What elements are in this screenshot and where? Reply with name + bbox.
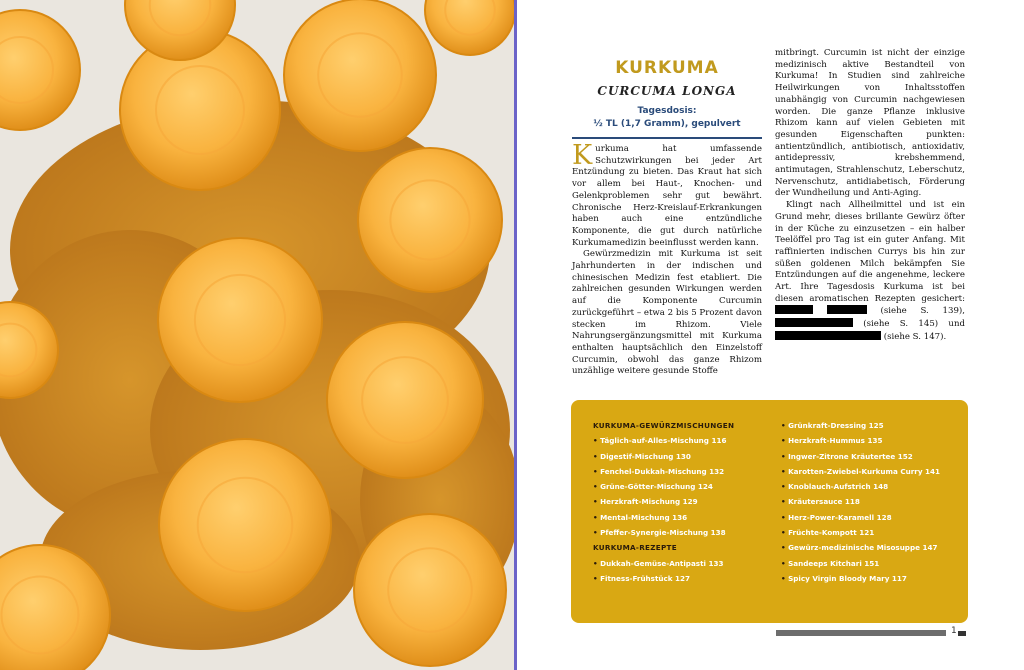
redaction-bar bbox=[775, 331, 881, 340]
recipes-list bbox=[593, 556, 734, 587]
turmeric-slice bbox=[358, 148, 502, 292]
text-column-left bbox=[572, 140, 763, 378]
list-item: • Herzkraft-Mischung 129 bbox=[593, 494, 734, 509]
header-rule bbox=[572, 137, 762, 139]
list-item: • Täglich-auf-Alles-Mischung 116 bbox=[593, 433, 734, 448]
list-item: • Pfeffer-Synergie-Mischung 138 bbox=[593, 525, 734, 540]
list-item: • Mental-Mischung 136 bbox=[593, 510, 734, 525]
page-reference: (siehe S. 147). bbox=[883, 331, 947, 342]
list-item: • Digestif-Mischung 130 bbox=[593, 449, 734, 464]
list-item: • Karotten-Zwiebel-Kurkuma Curry 141 bbox=[781, 464, 940, 479]
paragraph-intro-text: urkuma hat umfassende Schutzwirkungen bei jeder Art Entzündung zu bieten. Das Kraut hat sich vor allem bei Haut-, Knochen- und Gelenkproblemen sehr gut bewährt. Chronische Herz-Kreislauf-Erkrankungen haben auch eine entzündliche Komponente, die gut durch natürliche Kurkumamedizin beeinflusst werden kann. bbox=[572, 144, 762, 248]
daily-dose-value: ½ TL (1,7 Gramm), gepulvert bbox=[593, 119, 741, 129]
list-item: • Gewürz-medizinische Misosuppe 147 bbox=[781, 540, 940, 555]
text-column-right bbox=[775, 48, 965, 344]
list-item: • Grünkraft-Dressing 125 bbox=[781, 418, 940, 433]
page-title: KURKUMA bbox=[615, 58, 719, 78]
turmeric-slice bbox=[284, 0, 436, 151]
list-item: • Ingwer-Zitrone Kräutertee 152 bbox=[781, 449, 940, 464]
footer-bar bbox=[776, 630, 946, 636]
section-heading-mixes: KURKUMA-GEWÜRZMISCHUNGEN bbox=[593, 421, 735, 430]
redaction-bar bbox=[827, 305, 867, 314]
page-number: 1 bbox=[951, 626, 957, 636]
list-item: • Fitness-Frühstück 127 bbox=[593, 571, 734, 586]
list-item: • Knoblauch-Aufstrich 148 bbox=[781, 479, 940, 494]
page-reference: (siehe S. 139), bbox=[880, 306, 966, 317]
recipes-list bbox=[781, 418, 940, 586]
paragraph-intro bbox=[572, 140, 762, 249]
list-item: • Grüne-Götter-Mischung 124 bbox=[593, 479, 734, 494]
paragraph-curcumin: mitbringt. Curcumin ist nicht der einzige medizinisch aktive Bestandteil von Kurkuma! In Studien sind zahlreiche Heilwirkungen von Inhaltsstoffen unabhängig von Curcumin nachgewiesen worden. Die ganze Pflanze inklusive Rhizom kann auf vielen Gebieten mit gesunden Eigenschaften punkten: antientzündlich, antibiotisch, antioxidativ, antidepressiv, krebshemmend, antimutagen, Strahlenschutz, Leberschutz, Nervenschutz, antidiabetisch, Förderung der Wundheilung und Anti-Aging. bbox=[775, 48, 965, 199]
turmeric-slice bbox=[327, 322, 483, 478]
paragraph-history: Gewürzmedizin mit Kurkuma ist seit Jahrhunderten in der indischen und chinesischen Medizin fest etabliert. Die zahlreichen gesunden Wirkungen werden auf die Komponente Curcumin zurückgeführt – etwa 2 bis 5 Prozent davon stecken im Rhizom. Viele Nahrungsergänzungsmittel mit Kurkuma enthalten hauptsächlich den Einzelstoff Curcumin, obwohl das ganze Rhizom unzählige weitere gesunde Stoffe bbox=[572, 249, 763, 377]
footer-square bbox=[958, 631, 966, 636]
list-item: • Kräutersauce 118 bbox=[781, 494, 940, 509]
list-item: • Früchte-Kompott 121 bbox=[781, 525, 940, 540]
list-item: • Fenchel-Dukkah-Mischung 132 bbox=[593, 464, 734, 479]
latin-name: CURCUMA LONGA bbox=[597, 84, 737, 98]
redaction-bar bbox=[775, 305, 813, 314]
section-heading-recipes: KURKUMA-REZEPTE bbox=[593, 543, 677, 553]
turmeric-slice bbox=[158, 238, 322, 402]
right-page bbox=[517, 0, 1024, 670]
drop-cap: K bbox=[572, 140, 593, 171]
recipe-box-right-column bbox=[781, 418, 940, 586]
redaction-bar bbox=[775, 318, 853, 327]
paragraph-usage bbox=[775, 200, 965, 343]
page-reference: (siehe S. 145) und bbox=[863, 319, 966, 330]
recipe-box-left-column bbox=[593, 418, 734, 586]
list-item: • Spicy Virgin Bloody Mary 117 bbox=[781, 571, 940, 586]
paragraph-usage-text: Klingt nach Allheilmittel und ist ein Grund mehr, dieses brillante Gewürz öfter in der Küche zu einzusetzen – ein halber Teelöffel pro Tag ist ein guter Anfang. Mit raffinierten indischen Currys bis hin zur süßen goldenen Milch bekämpfen Sie Entzündungen auf die angenehme, leckere Art. Ihre Tagesdosis Kurkuma ist bei diesen aromatischen Rezepten gesichert: bbox=[775, 200, 965, 304]
mixes-list bbox=[593, 433, 734, 540]
list-item: • Herzkraft-Hummus 135 bbox=[781, 433, 940, 448]
turmeric-slice bbox=[159, 439, 331, 611]
recipe-box bbox=[571, 400, 968, 623]
list-item: • Herz-Power-Karamell 128 bbox=[781, 510, 940, 525]
list-item: • Dukkah-Gemüse-Antipasti 133 bbox=[593, 556, 734, 571]
turmeric-slice bbox=[354, 514, 506, 666]
list-item: • Sandeeps Kitchari 151 bbox=[781, 556, 940, 571]
daily-dose-label: Tagesdosis: bbox=[637, 106, 697, 116]
